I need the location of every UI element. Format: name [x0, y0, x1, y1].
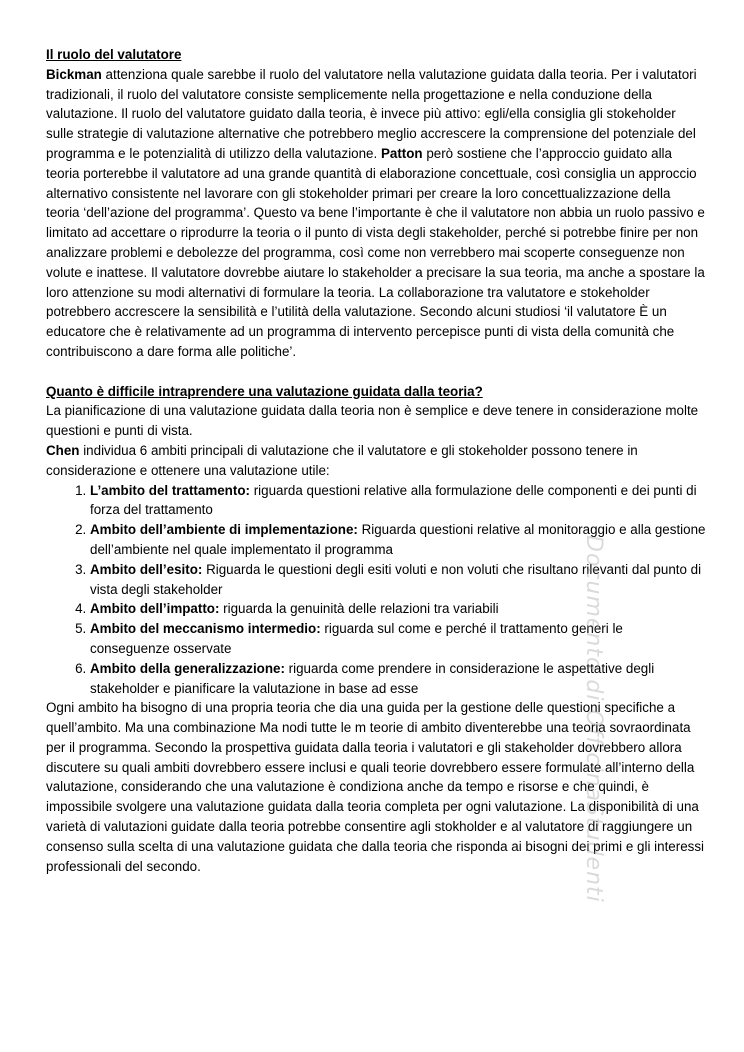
list-item-text: riguarda questioni relative alla formulazione delle componenti e dei punti di forza del trattamento	[90, 482, 697, 518]
list-item	[90, 520, 706, 560]
list-item-title: L’ambito del trattamento:	[90, 482, 250, 498]
paragraph-text: individua 6 ambiti principali di valutazione che il valutatore e gli stokeholder possono tenere in considerazione e ottenere una valutazione utile:	[46, 442, 638, 478]
section-paragraph	[46, 441, 706, 481]
list-item-title: Ambito del meccanismo intermedio:	[90, 621, 321, 637]
list-item-text: Riguarda le questioni degli esiti voluti e non voluti che risultano rilevanti dal punto di vista degli stakeholder	[90, 561, 702, 597]
list-item-title: Ambito dell’ambiente di implementazione:	[90, 522, 358, 538]
author-name: Bickman	[46, 66, 102, 82]
paragraph-text: però sostiene che l’approccio guidato alla teoria porterebbe il valutatore ad una grande quantità di elaborazione concettuale, così consiglia un approccio alternativo consistente nel lavorare con gli stokeholder primari per creare la loro concettualizzazione della teoria ‘dell’azione del programma’. Questo va bene l’importante è che il valutatore non abbia un ruolo passivo e limitato ad accettare o riprodurre la teoria o il punto di vista degli stakeholder, perché si potrebbe finire per non analizzare problemi e debolezze del programma, così come non verrebbero mai scoperte conseguenze non volute e inattese. Il valutatore dovrebbe aiutare lo stakeholder a precisare la sua teoria, ma anche a spostare la loro attenzione su modi alternativi di formulare la teoria. La collaborazione tra valutatore e stokeholder potrebbero accrescere la sensibilità e l’utilità della valutazione. Secondo alcuni studiosi ‘il valutatore È un educatore che è relativamente ad un programma di intervento percepisce punti di vista della comunità che contribuiscono a dare forma alle politiche’.	[46, 145, 705, 359]
section-paragraph: Ogni ambito ha bisogno di una propria teoria che dia una guida per la gestione delle questioni specifiche a quell’ambito. Ma una combinazione Ma nodi tutte le m teorie di ambito diventerebbe una teoria sovraordinata per il programma. Secondo la prospettiva guidata dalla teoria i valutatori e gli stakeholder dovrebbero allora discutere su quali ambiti dovrebbero essere inclusi e quali teorie dovrebbero essere formulate all’interno della valutazione, considerando che una valutazione è condiziona anche da tempo e risorse e che quindi, è impossibile svolgere una valutazione guidata dalla teoria completa per ogni valutazione. La disponibilità di una varietà di valutazioni guidate dalla teoria potrebbe consentire agli stokholder e al valutatore di raggiungere un consenso sulla scelta di una valutazione guidata che dalla teoria che risponda ai bisogni dei primi e gli interessi professionali del secondo.	[46, 700, 705, 874]
list-item-text: riguarda sul come e perché il trattamento generi le conseguenze osservate	[90, 621, 623, 656]
list-item-title: Ambito dell’esito:	[90, 561, 203, 577]
author-name: Chen	[46, 442, 80, 458]
list-item	[90, 481, 706, 521]
section-paragraph	[46, 65, 706, 362]
list-item-text: riguarda come prendere in considerazione le aspettative degli stakeholder e pianificare la valutazione in base ad esse	[90, 660, 655, 696]
ambiti-list	[46, 481, 706, 699]
watermark: Documento di OfficinaStudenti	[581, 535, 606, 903]
section-heading: Il ruolo del valutatore	[46, 47, 182, 62]
list-item-title: Ambito della generalizzazione:	[90, 660, 285, 676]
list-item-text: riguarda la genuinità delle relazioni tra variabili	[219, 601, 499, 617]
author-name: Patton	[380, 145, 423, 161]
paragraph-text: attenziona quale sarebbe il ruolo del valutatore nella valutazione guidata dalla teoria. Per i valutatori tradizionali, il ruolo del valutatore consiste semplicemente nella progettazione e nella conduzione della valutazione. Il ruolo del valutatore guidato dalla teoria, è invece più attivo: egli/ella consiglia gli stokeholder sulle strategie di valutazione alternative che potrebbero meglio accrescere la comprensione del potenziale del programma e le potenzialità di utilizzo della valutazione.	[46, 66, 697, 161]
list-item	[90, 560, 706, 600]
list-item	[90, 599, 706, 619]
list-item-text: Riguarda questioni relative al monitoraggio e alla gestione dell’ambiente nel quale implementato il programma	[90, 522, 706, 557]
list-item-title: Ambito dell’impatto:	[90, 601, 220, 617]
section-paragraph: La pianificazione di una valutazione guidata dalla teoria non è semplice e deve tenere in considerazione molte questioni e punti di vista.	[46, 403, 699, 439]
list-item	[90, 659, 706, 699]
section-heading: Quanto è difficile intraprendere una valutazione guidata dalla teoria?	[46, 383, 483, 399]
document-page	[46, 45, 706, 876]
list-item	[90, 619, 706, 659]
